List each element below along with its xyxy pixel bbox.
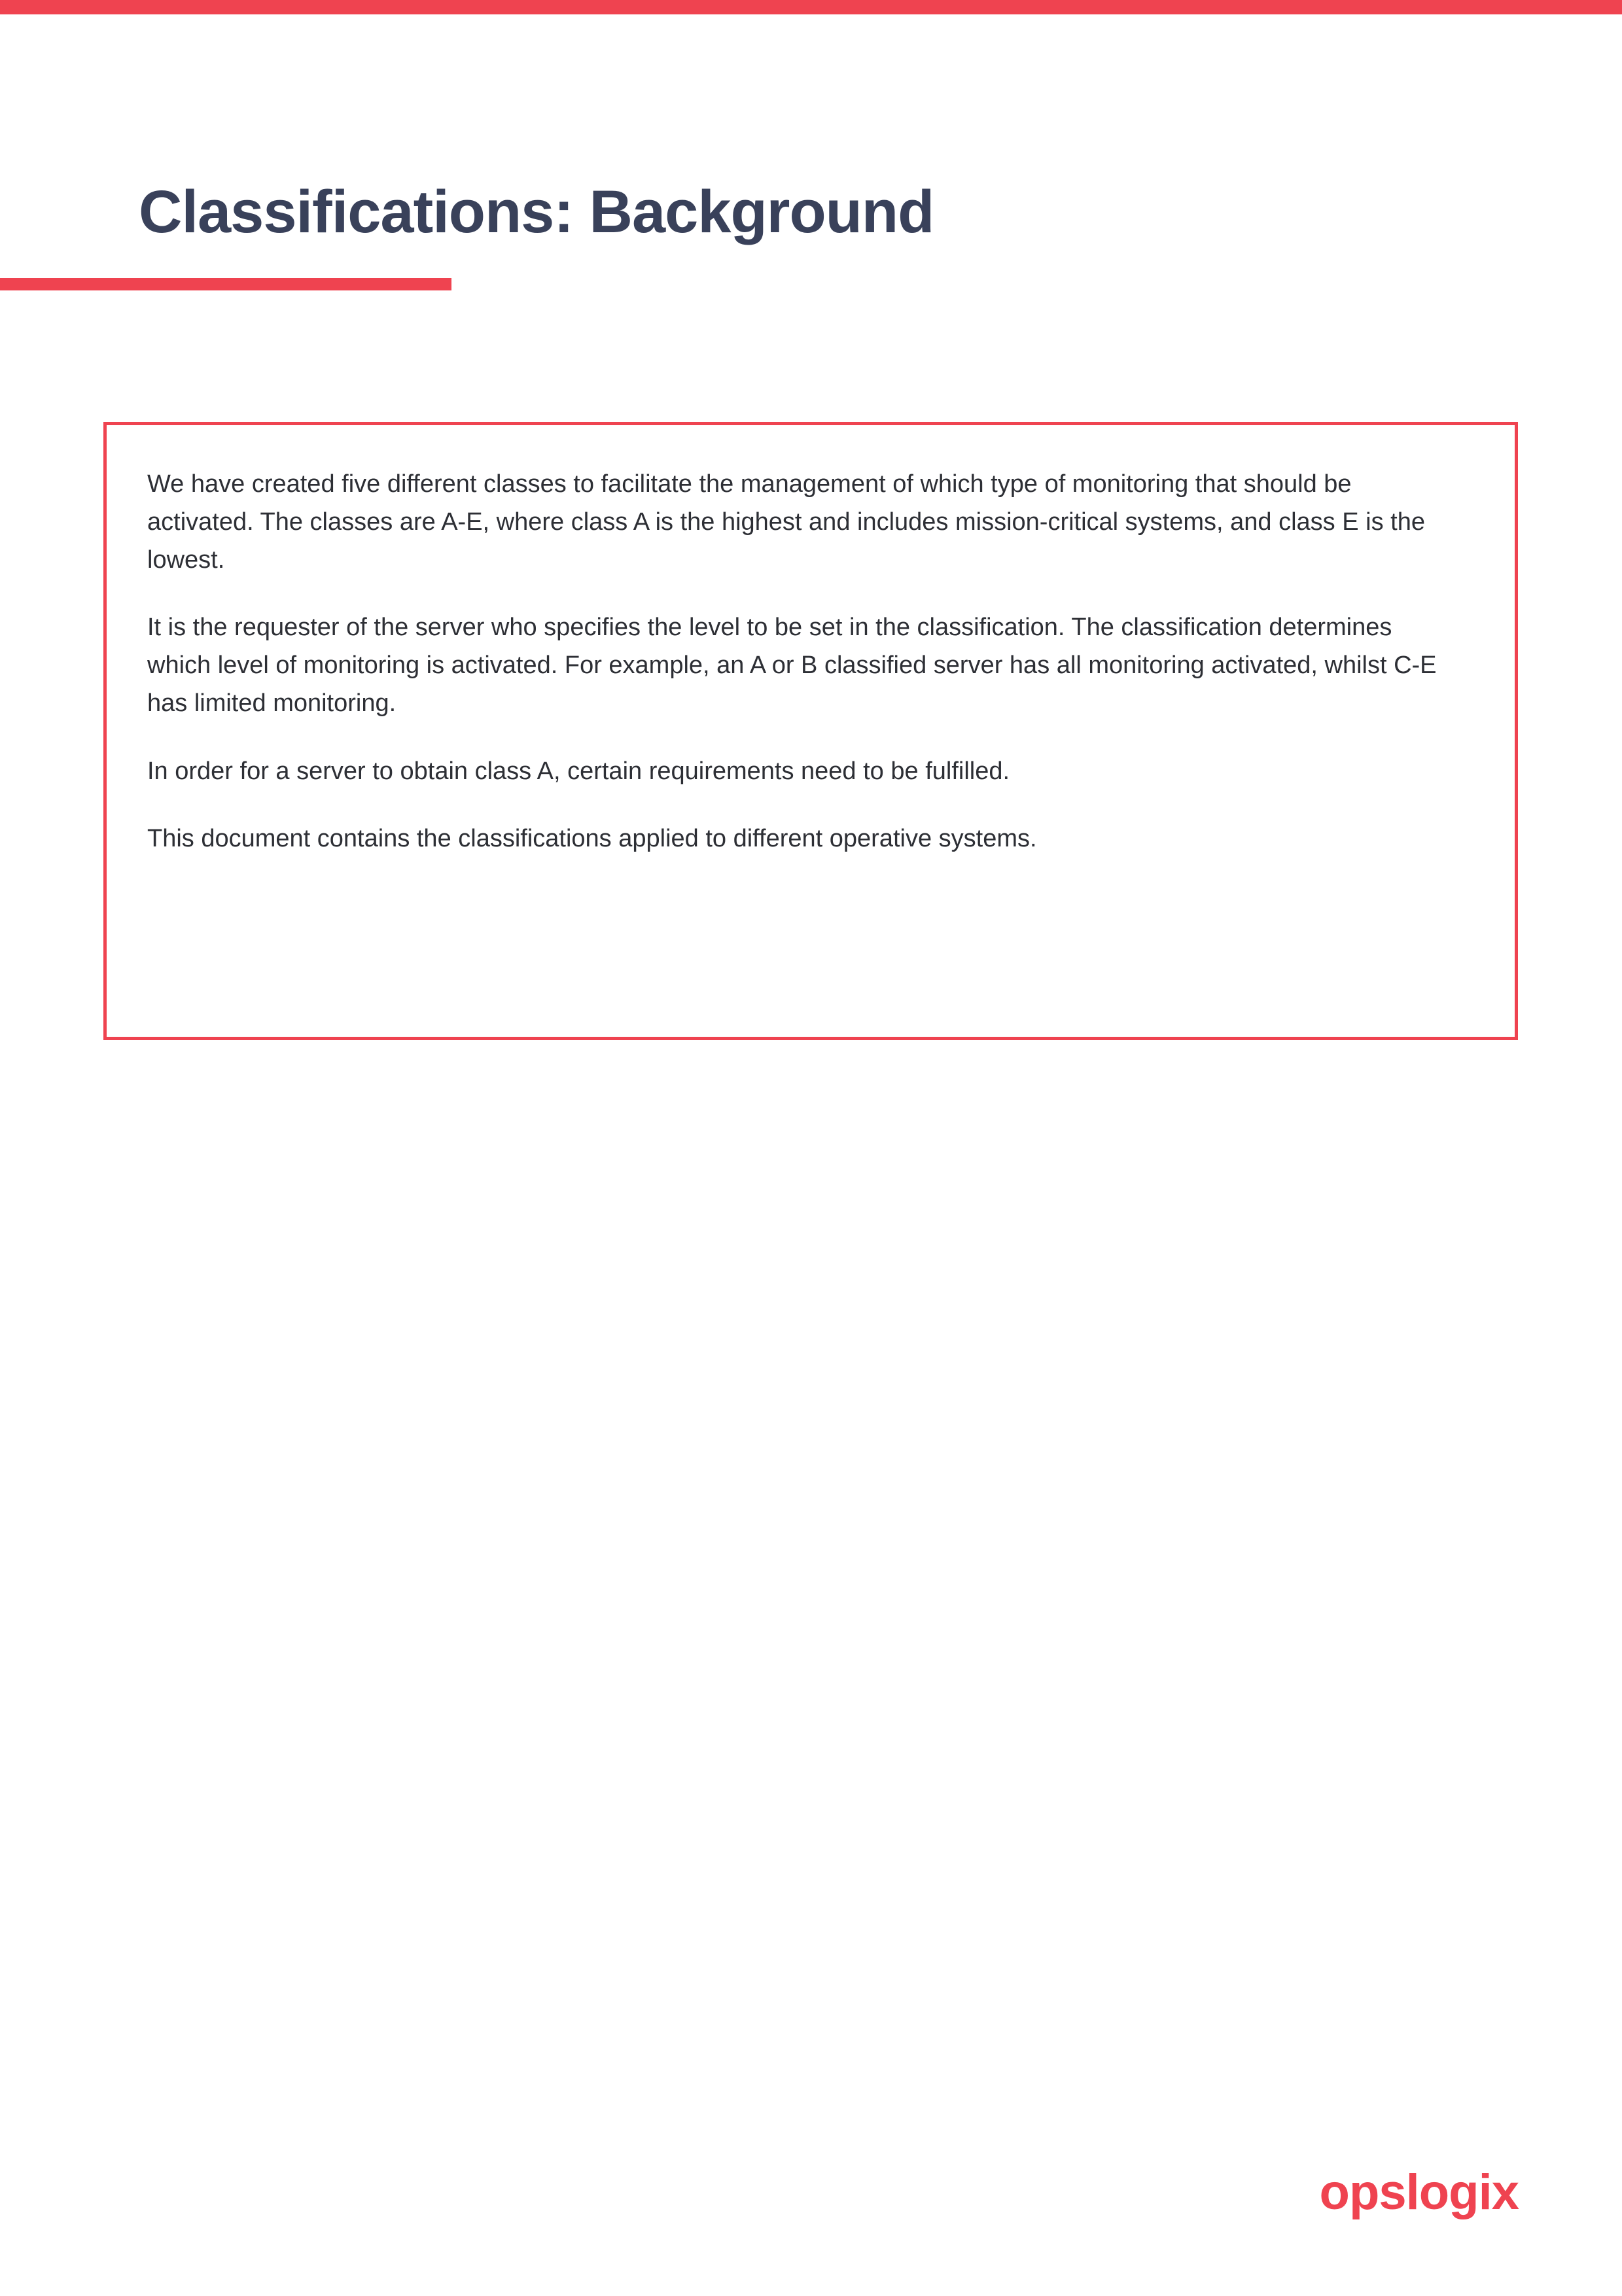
top-accent-bar [0, 0, 1622, 14]
paragraph-class-a-requirements: In order for a server to obtain class A, certain requirements need to be fulfilled. [147, 757, 1010, 785]
background-content-inner [107, 425, 1515, 858]
background-content-box [103, 422, 1518, 1040]
paragraph-classes-overview: We have created five different classes to facilitate the management of which type of monitoring that should be activated. The classes are A-E, where class A is the highest and includes mission-critical systems, and class E is the lowest. [147, 470, 1425, 574]
opslogix-logo: opslogix [1319, 2165, 1519, 2220]
title-underline-rule [0, 278, 451, 290]
page-title: Classifications: Background [139, 178, 934, 245]
paragraph-requester-classification: It is the requester of the server who specifies the level to be set in the classification. The classification determines which level of monitoring is activated. For example, an A or B classified server has all monitoring activated, whilst C-E has limited monitoring. [147, 614, 1437, 717]
paragraph-document-scope: This document contains the classifications applied to different operative systems. [147, 825, 1037, 853]
